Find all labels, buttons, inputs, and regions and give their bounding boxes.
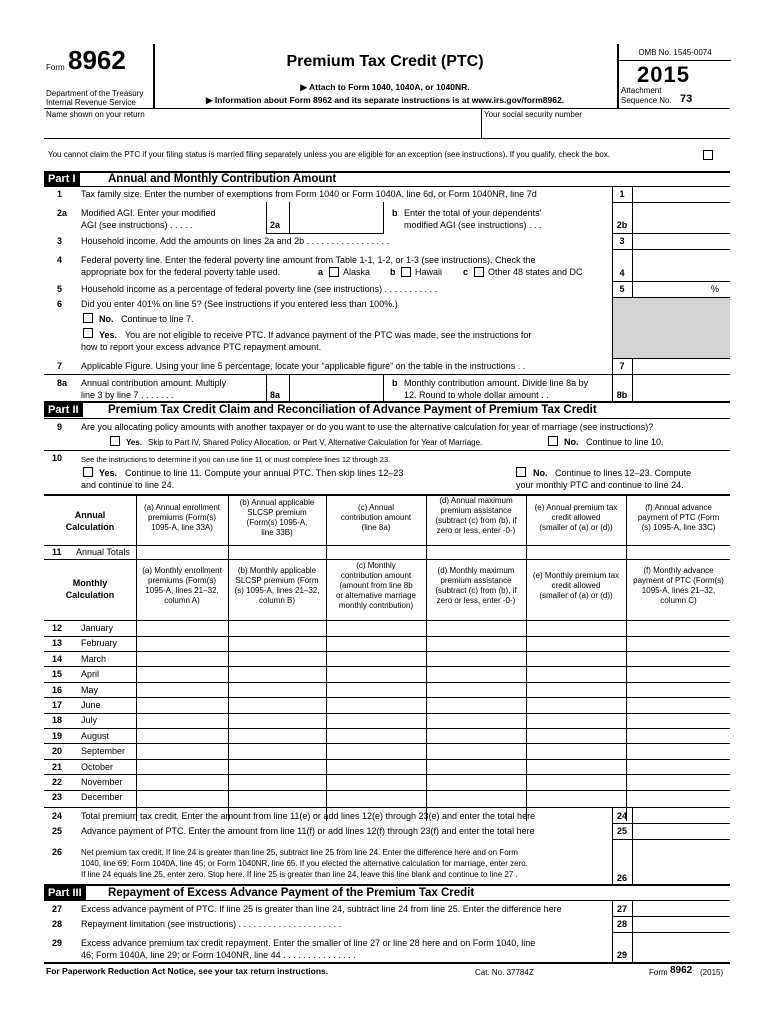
attachment-label: Attachment	[621, 86, 662, 95]
omb-number: OMB No. 1545-0074	[638, 48, 712, 57]
month-cell-a[interactable]	[137, 760, 227, 774]
month-cell-d[interactable]	[427, 760, 525, 774]
line3-label: Household income. Add the amounts on lines 2a and 2b . . . . . . . . . . . . . . . . .	[81, 236, 390, 246]
month-cell-e[interactable]	[527, 744, 625, 758]
month-cell-f[interactable]	[627, 621, 729, 635]
month-line-number: 13	[52, 638, 63, 649]
catalog-number: Cat. No. 37784Z	[475, 968, 534, 977]
month-cell-f[interactable]	[627, 683, 729, 697]
month-cell-e[interactable]	[527, 621, 625, 635]
month-cell-f[interactable]	[627, 775, 729, 789]
month-label: October	[81, 761, 114, 772]
line1-input[interactable]	[634, 187, 730, 201]
month-label: September	[81, 746, 126, 757]
form-title: Premium Tax Credit (PTC)	[286, 53, 484, 70]
month-label: April	[81, 669, 100, 680]
line25-input[interactable]	[634, 824, 730, 838]
line27-label: Excess advance payment of PTC. If line 25 is greater than line 24, subtract line 24 from line 25. Enter the difference here	[81, 904, 562, 914]
line11e-input[interactable]	[527, 546, 625, 558]
other-states-checkbox[interactable]	[474, 267, 484, 277]
month-cell-c[interactable]	[327, 621, 425, 635]
month-label: November	[81, 777, 123, 787]
month-line-number: 19	[52, 730, 63, 741]
month-cell-a[interactable]	[137, 698, 227, 712]
month-cell-d[interactable]	[427, 652, 525, 666]
month-cell-f[interactable]	[627, 636, 729, 650]
month-cell-a[interactable]	[137, 775, 227, 789]
month-line-number: 23	[52, 792, 63, 803]
month-cell-b[interactable]	[229, 667, 325, 681]
month-cell-e[interactable]	[527, 790, 625, 804]
month-line-number: 22	[52, 777, 63, 787]
paperwork-notice: For Paperwork Reduction Act Notice, see your tax return instructions.	[46, 966, 329, 976]
month-cell-c[interactable]	[327, 667, 425, 681]
month-cell-f[interactable]	[627, 760, 729, 774]
shaded-box	[613, 298, 730, 358]
dept-treasury: Department of the Treasury	[46, 89, 144, 98]
month-line-number: 12	[52, 623, 63, 633]
month-cell-a[interactable]	[137, 713, 227, 727]
line9-yes-checkbox[interactable]	[110, 436, 120, 446]
month-cell-a[interactable]	[137, 636, 227, 650]
line27-input[interactable]	[634, 901, 730, 915]
annual-col-f: (f) Annual advance payment of PTC (Form (s) 1095-A, line 33C)	[637, 503, 720, 532]
line9-no-checkbox[interactable]	[548, 436, 558, 446]
month-line-number: 15	[52, 669, 63, 680]
month-line-number: 16	[52, 684, 63, 695]
line3-input[interactable]	[634, 234, 730, 248]
month-cell-d[interactable]	[427, 713, 525, 727]
line11b-input[interactable]	[229, 546, 325, 558]
month-line-number: 17	[52, 700, 63, 710]
line24-label: Total premium tax credit. Enter the amount from line 11(e) or add lines 12(e) through 23(e) and enter the total here	[81, 811, 536, 821]
part1-title: Annual and Monthly Contribution Amount	[108, 173, 337, 185]
month-cell-d[interactable]	[427, 667, 525, 681]
line10-yes-checkbox[interactable]	[83, 467, 93, 477]
line2a-input[interactable]	[291, 203, 381, 233]
month-cell-c[interactable]	[327, 636, 425, 650]
monthly-calc-label: Monthly Calculation	[65, 578, 115, 600]
month-cell-f[interactable]	[627, 698, 729, 712]
month-cell-b[interactable]	[229, 683, 325, 697]
line11d-input[interactable]	[427, 546, 525, 558]
month-line-number: 20	[52, 746, 63, 757]
monthly-col-e: (e) Monthly premium tax credit allowed (smaller of (a) or (d))	[532, 571, 620, 600]
line6-yes-checkbox[interactable]	[83, 328, 93, 338]
month-cell-d[interactable]	[427, 790, 525, 804]
line28-label: Repayment limitation (see instructions) . . . . . . . . . . . . . . . . . . . . .	[81, 919, 342, 929]
month-cell-b[interactable]	[229, 652, 325, 666]
part2-label: Part II	[44, 403, 83, 417]
line4-input[interactable]	[634, 250, 730, 280]
line10-no-checkbox[interactable]	[516, 467, 526, 477]
month-cell-a[interactable]	[137, 790, 227, 804]
form-label: Form	[46, 63, 65, 72]
month-cell-e[interactable]	[527, 760, 625, 774]
line8a-input[interactable]	[291, 375, 381, 400]
name-field[interactable]	[46, 119, 476, 137]
line6-no-checkbox[interactable]	[83, 313, 93, 323]
annual-col-d: (d) Annual maximum premium assistance (subtract (c) from (b), if zero or less, enter -0-)	[435, 496, 517, 535]
month-cell-b[interactable]	[229, 729, 325, 743]
sequence-number: 73	[680, 93, 693, 105]
hawaii-checkbox[interactable]	[401, 267, 411, 277]
month-cell-c[interactable]	[327, 698, 425, 712]
line11a-input[interactable]	[137, 546, 227, 558]
monthly-col-c: (c) Monthly contribution amount (amount from line 8b or alternative marriage monthly contribution)	[335, 561, 417, 610]
month-line-number: 21	[52, 761, 63, 772]
month-cell-a[interactable]	[137, 652, 227, 666]
month-cell-e[interactable]	[527, 636, 625, 650]
percent-sign: %	[711, 284, 720, 294]
line11f-input[interactable]	[627, 546, 729, 558]
month-cell-b[interactable]	[229, 698, 325, 712]
line1-label: Tax family size. Enter the number of exemptions from Form 1040 or Form 1040A, line 6d, or Form 1040NR, line 7d	[81, 189, 537, 199]
month-label: August	[81, 730, 110, 741]
month-cell-d[interactable]	[427, 698, 525, 712]
line25-label: Advance payment of PTC. Enter the amount from line 11(f) or add lines 12(f) through 23(f) and enter the total here	[81, 826, 535, 836]
part1-label: Part I	[44, 172, 80, 186]
month-cell-a[interactable]	[137, 621, 227, 635]
married-separately-note: You cannot claim the PTC if your filing status is married filing separately unless you are eligible for an exception (see instructions). If you qualify, check the box.	[48, 150, 611, 159]
month-cell-c[interactable]	[327, 744, 425, 758]
line2b-input[interactable]	[634, 203, 730, 233]
month-cell-d[interactable]	[427, 636, 525, 650]
month-cell-c[interactable]	[327, 683, 425, 697]
line11c-input[interactable]	[327, 546, 425, 558]
month-cell-f[interactable]	[627, 652, 729, 666]
month-cell-c[interactable]	[327, 760, 425, 774]
line7-label: Applicable Figure. Using your line 5 percentage, locate your “applicable figure” on the table in the instructions . .	[81, 361, 526, 371]
month-cell-b[interactable]	[229, 760, 325, 774]
footer-form-number: 8962	[670, 965, 693, 976]
line28-input[interactable]	[634, 917, 730, 931]
ssn-label: Your social security number	[484, 110, 582, 119]
month-label: February	[81, 638, 118, 649]
month-cell-e[interactable]	[527, 683, 625, 697]
line8b-input[interactable]	[634, 375, 730, 400]
form-number: 8962	[68, 45, 126, 75]
month-cell-c[interactable]	[327, 790, 425, 804]
month-cell-e[interactable]	[527, 713, 625, 727]
monthly-col-a: (a) Monthly enrollment premiums (Form(s) 1095-A, lines 21–32, column A)	[142, 566, 222, 605]
month-cell-f[interactable]	[627, 790, 729, 804]
attach-line: ▶ Attach to Form 1040, 1040A, or 1040NR.	[300, 82, 470, 92]
monthly-col-f: (f) Monthly advance payment of PTC (Form(s) 1095-A, lines 21–32, column C)	[633, 566, 724, 605]
month-label: June	[81, 700, 101, 710]
line29-input[interactable]	[634, 933, 730, 961]
month-cell-e[interactable]	[527, 698, 625, 712]
month-cell-d[interactable]	[427, 775, 525, 789]
sequence-label: Sequence No.	[621, 96, 672, 105]
ssn-field[interactable]	[484, 119, 728, 137]
line24-input[interactable]	[634, 808, 730, 822]
month-line-number: 18	[52, 715, 63, 726]
line5-label: Household income as a percentage of federal poverty line (see instructions) . . . . . . . . . . .	[81, 284, 438, 294]
part3-label: Part III	[44, 886, 86, 900]
part3-title: Repayment of Excess Advance Payment of the Premium Tax Credit	[108, 887, 475, 899]
line26-input[interactable]	[634, 841, 730, 884]
month-cell-e[interactable]	[527, 729, 625, 743]
line5-input[interactable]	[634, 282, 714, 296]
annual-totals-label: Annual Totals	[76, 547, 130, 557]
month-cell-f[interactable]	[627, 667, 729, 681]
tax-year: 2015	[637, 62, 690, 87]
month-label: May	[81, 684, 99, 695]
month-cell-b[interactable]	[229, 790, 325, 804]
month-cell-b[interactable]	[229, 744, 325, 758]
month-cell-d[interactable]	[427, 683, 525, 697]
month-cell-e[interactable]	[527, 775, 625, 789]
month-cell-b[interactable]	[229, 621, 325, 635]
month-label: July	[81, 715, 98, 726]
annual-col-c: (c) Annual contribution amount (line 8a)	[340, 503, 412, 532]
month-cell-f[interactable]	[627, 713, 729, 727]
month-cell-c[interactable]	[327, 729, 425, 743]
exception-checkbox[interactable]	[703, 150, 713, 160]
line10-label: See the instructions to determine if you can use line 11 or must complete lines 12 through 23.	[81, 455, 391, 464]
month-cell-d[interactable]	[427, 729, 525, 743]
alaska-checkbox[interactable]	[329, 267, 339, 277]
month-cell-a[interactable]	[137, 744, 227, 758]
annual-col-e: (e) Annual premium tax credit allowed (smaller of (a) or (d))	[534, 503, 618, 532]
month-cell-f[interactable]	[627, 729, 729, 743]
info-line: ▶ Information about Form 8962 and its separate instructions is at www.irs.gov/form8962.	[205, 95, 565, 105]
month-cell-d[interactable]	[427, 621, 525, 635]
line9-label: Are you allocating policy amounts with another taxpayer or do you want to use the alternative calculation for year of marriage (see instructions)?	[81, 422, 654, 432]
part2-title: Premium Tax Credit Claim and Reconciliation of Advance Payment of Premium Tax Credit	[108, 404, 597, 416]
month-cell-a[interactable]	[137, 683, 227, 697]
line6-label: Did you enter 401% on line 5? (See instructions if you entered less than 100%.)	[81, 299, 398, 309]
line7-input[interactable]	[634, 359, 730, 373]
monthly-col-d: (d) Monthly maximum premium assistance (subtract (c) from (b), if zero or less, enter -0-)	[435, 566, 517, 605]
annual-col-a: (a) Annual enrollment premiums (Form(s) 1095-A, line 33A)	[143, 503, 221, 532]
annual-col-b: (b) Annual applicable SLCSP premium (Form(s) 1095-A, line 33B)	[239, 498, 315, 537]
month-label: January	[81, 623, 114, 633]
month-cell-c[interactable]	[327, 713, 425, 727]
month-line-number: 14	[52, 653, 63, 664]
month-cell-e[interactable]	[527, 667, 625, 681]
month-cell-b[interactable]	[229, 636, 325, 650]
month-cell-b[interactable]	[229, 775, 325, 789]
month-label: December	[81, 792, 123, 803]
name-label: Name shown on your return	[46, 110, 145, 119]
month-cell-c[interactable]	[327, 652, 425, 666]
month-cell-e[interactable]	[527, 652, 625, 666]
month-cell-b[interactable]	[229, 713, 325, 727]
month-label: March	[81, 653, 107, 664]
month-cell-c[interactable]	[327, 775, 425, 789]
monthly-col-b: (b) Monthly applicable SLCSP premium (Form (s) 1095-A, lines 21–32, column B)	[234, 566, 320, 605]
month-cell-f[interactable]	[627, 744, 729, 758]
month-cell-a[interactable]	[137, 667, 227, 681]
annual-calc-label: Annual Calculation	[65, 510, 115, 532]
month-cell-d[interactable]	[427, 744, 525, 758]
irs-label: Internal Revenue Service	[46, 98, 136, 107]
month-cell-a[interactable]	[137, 729, 227, 743]
